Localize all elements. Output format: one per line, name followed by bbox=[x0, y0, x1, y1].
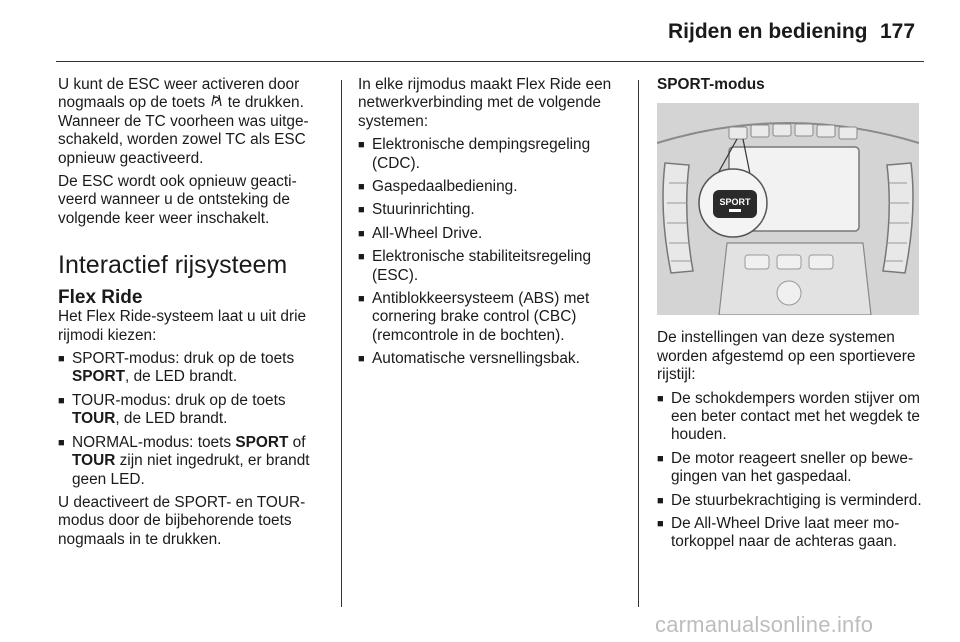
list-item: ■ SPORT-modus: druk op de toets SPORT, de LED brandt. bbox=[58, 350, 295, 386]
list-item: ■ Automatische versnellingsbak. bbox=[358, 350, 580, 368]
list-item: ■ De All-Wheel Drive laat meer motorkoppel naar de achteras gaan. bbox=[657, 515, 900, 551]
column-1 bbox=[58, 76, 330, 554]
sport-mode-heading: SPORT-modus bbox=[657, 76, 765, 93]
column-divider-1 bbox=[341, 80, 342, 607]
list-item: ■ Elektronische dempingsregeling (CDC). bbox=[358, 136, 591, 172]
list-item: ■ De stuurbekrachtiging is verminderd. bbox=[657, 491, 922, 509]
list-item: ■ Antiblokkeersysteem (ABS) met cornering brake control (CBC) (remcontrole in de bochten). bbox=[358, 290, 590, 344]
section-heading: Interactief rijsysteem bbox=[58, 251, 288, 280]
paragraph-settings: De instellingen van deze systemen worden afgestemd op een sportievere rijstijl: bbox=[657, 329, 916, 384]
header-title: Rijden en bediening bbox=[668, 20, 868, 43]
esc-off-icon bbox=[209, 94, 223, 112]
sport-effects-list bbox=[657, 390, 923, 552]
list-item: ■ Elektronische stabiliteitsregeling (ESC). bbox=[358, 248, 592, 284]
list-item: ■ Stuurinrichting. bbox=[358, 201, 475, 219]
list-item: ■ De motor reageert sneller op bewegingen van het gaspedaal. bbox=[657, 449, 914, 486]
list-item: ■ Gaspedaalbediening. bbox=[358, 178, 518, 196]
paragraph-intro: Het Flex Ride-systeem laat u uit drie rijmodi kiezen: bbox=[58, 308, 307, 344]
sport-button-illustration bbox=[657, 103, 919, 315]
paragraph-deactivate: U deactiveert de SPORT- en TOUR-modus door de bijbehorende toets nogmaals in te drukken. bbox=[58, 493, 306, 548]
column-divider-2 bbox=[638, 80, 639, 607]
paragraph-network: In elke rijmodus maakt Flex Ride een netwerkverbinding met de volgende systemen: bbox=[358, 76, 612, 130]
subsection-heading: Flex Ride bbox=[58, 287, 143, 309]
column-2 bbox=[358, 76, 628, 374]
systems-list bbox=[358, 136, 628, 368]
paragraph-esc-ignition: De ESC wordt ook opnieuw geactiveerd wanneer u de ontsteking de volgende keer weer inschakelt. bbox=[58, 173, 297, 227]
mode-list bbox=[58, 350, 330, 489]
column-3 bbox=[657, 76, 923, 557]
paragraph-esc-reactivate: U kunt de ESC weer activeren door nogmaals op de toets te drukken. Wanneer de TC voorheen was uitgeschakeld, worden zowel TC als ESC opnieuw geactiveerd. bbox=[58, 76, 309, 167]
sport-button-label: SPORT bbox=[719, 197, 751, 208]
list-item: ■ De schokdempers worden stijver om een beter contact met het wegdek te houden. bbox=[657, 389, 920, 444]
watermark: carmanualsonline.info bbox=[655, 612, 874, 637]
list-item: ■ All-Wheel Drive. bbox=[358, 224, 483, 242]
list-item: ■ TOUR-modus: druk op de toets TOUR, de LED brandt. bbox=[58, 391, 286, 428]
header-rule bbox=[56, 61, 924, 62]
page-number: 177 bbox=[880, 20, 916, 43]
list-item: ■ NORMAL-modus: toets SPORT of TOUR zijn niet ingedrukt, er brandt geen LED. bbox=[58, 433, 310, 488]
